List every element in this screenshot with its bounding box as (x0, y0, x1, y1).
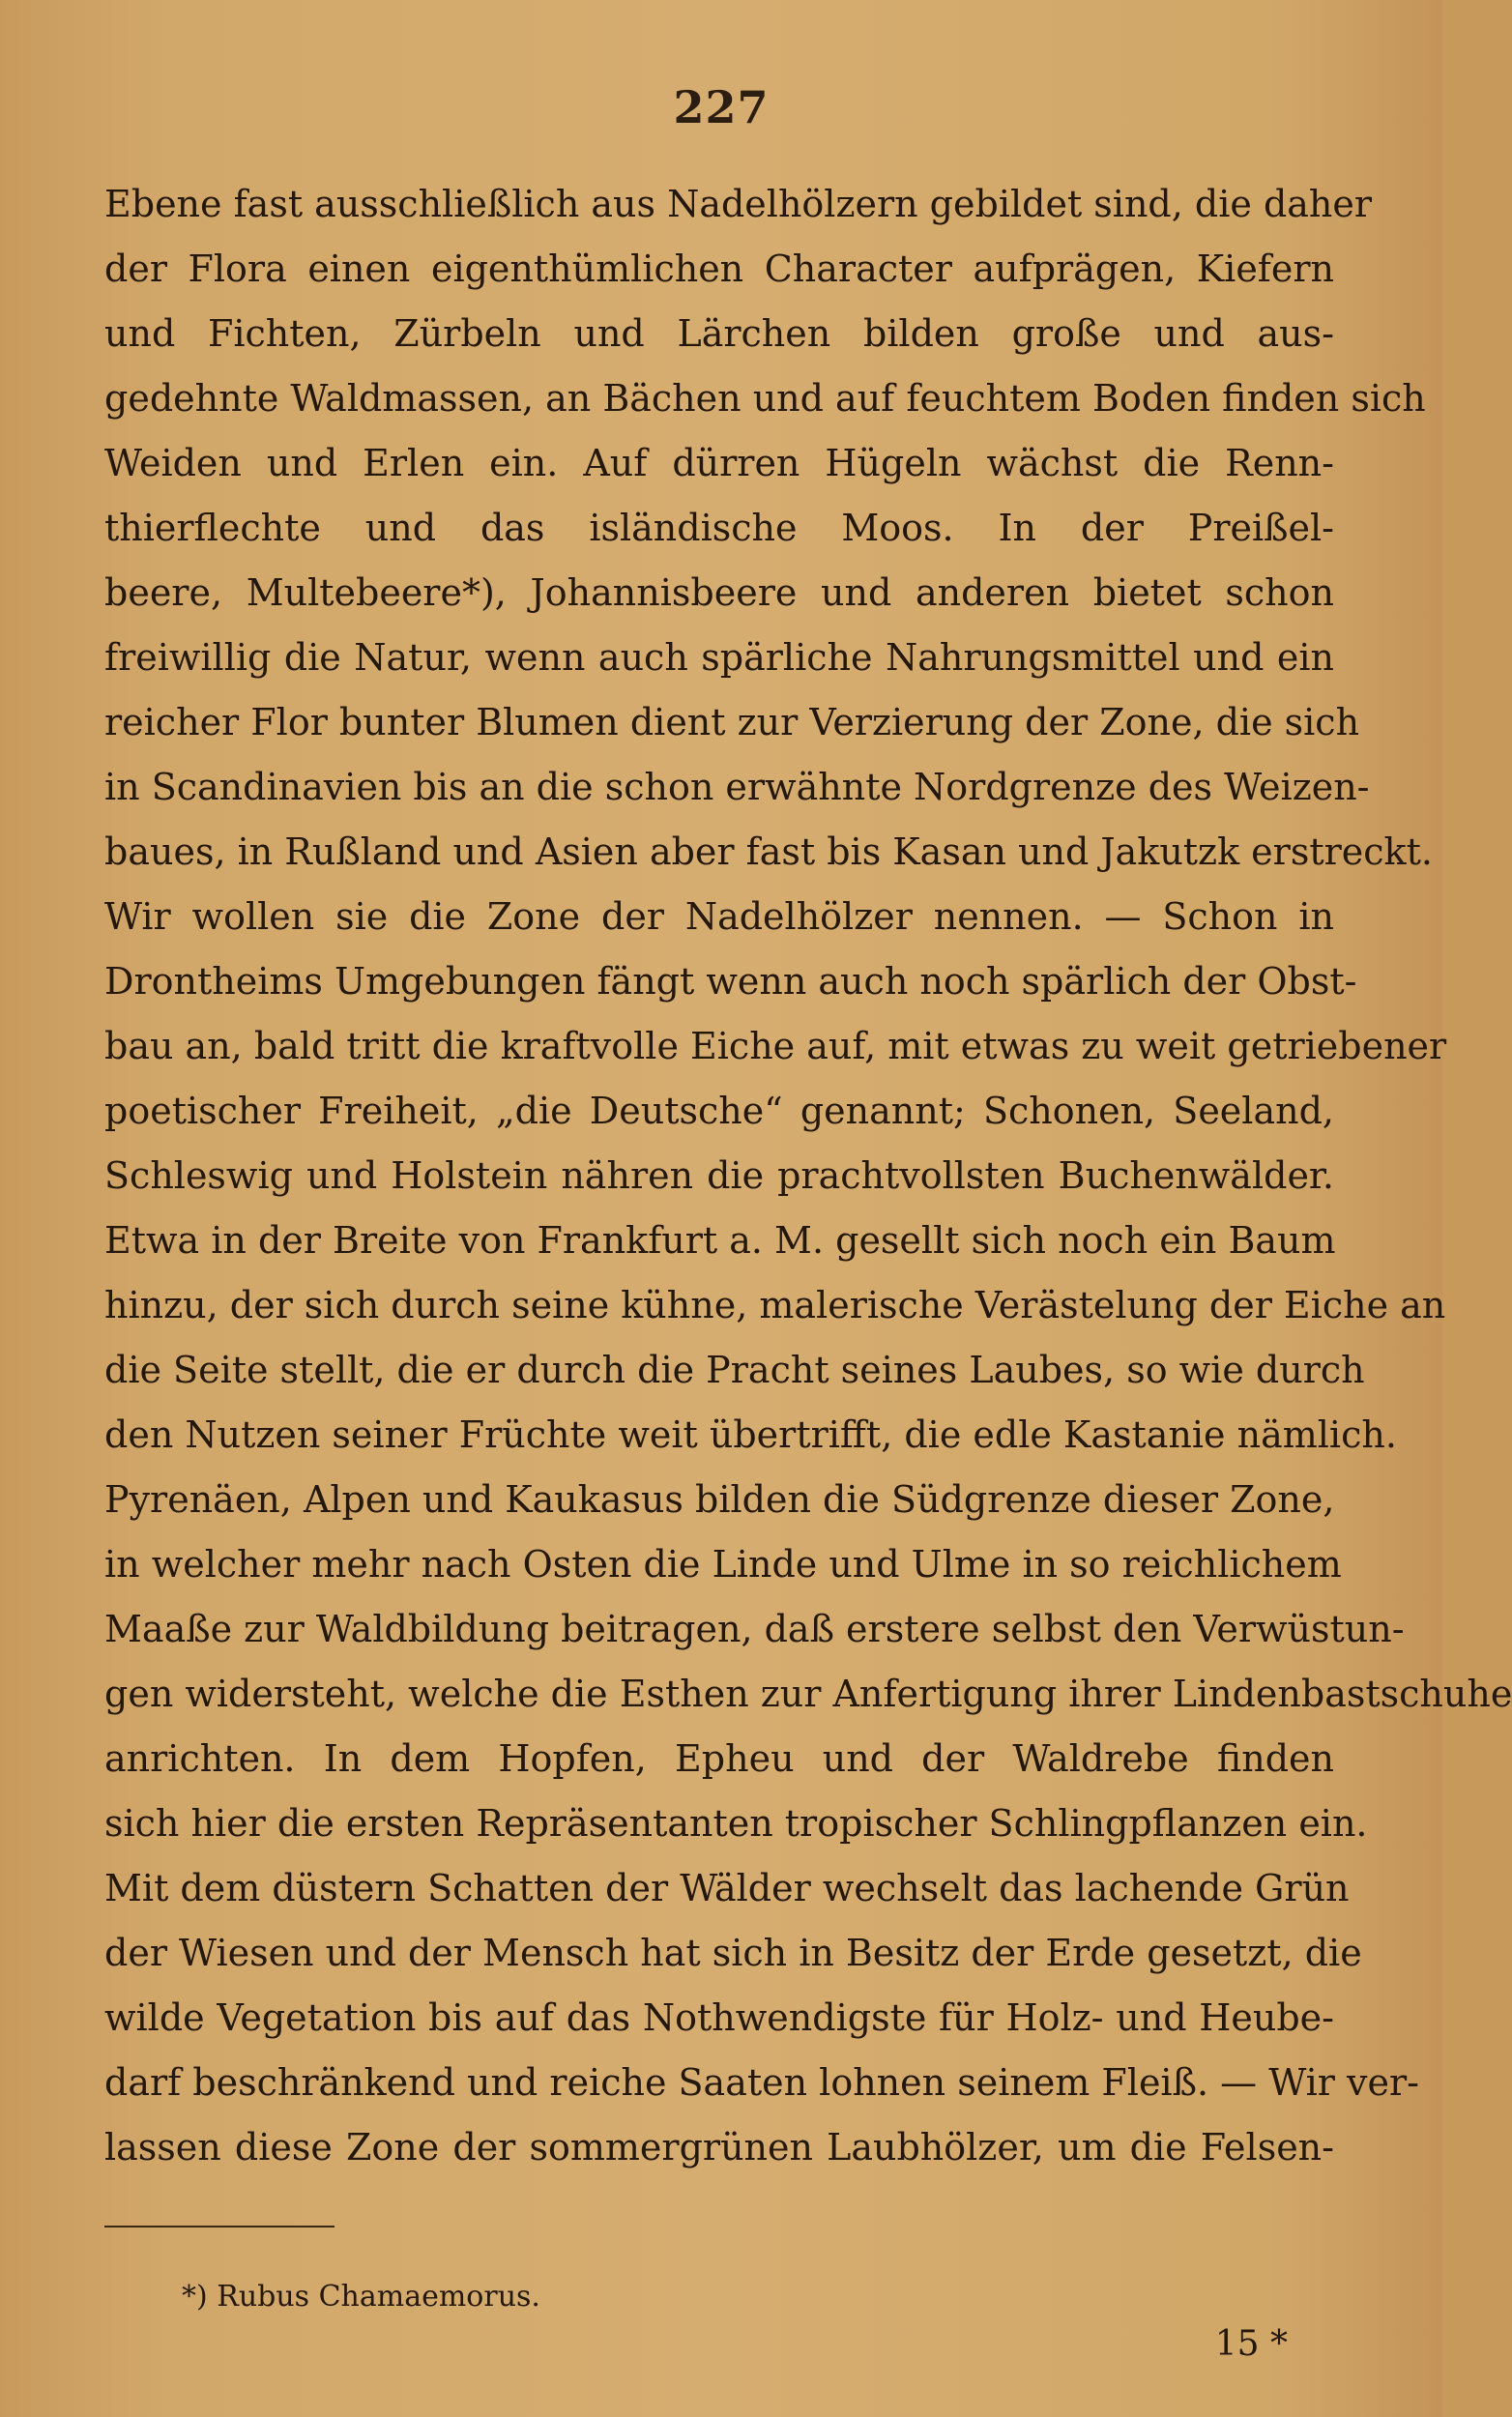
text-line: anrichten. In dem Hopfen, Epheu und der Waldrebe finden (104, 1737, 1334, 1780)
text-line: sich hier die ersten Repräsentanten tropischer Schlingpflanzen ein. (104, 1802, 1368, 1845)
footnote: *) Rubus Chamaemorus. (182, 2280, 540, 2314)
text-line: in welcher mehr nach Osten die Linde und Ulme in so reichlichem (104, 1543, 1342, 1586)
text-line: Maaße zur Waldbildung beitragen, daß erstere selbst den Verwüstun- (104, 1608, 1405, 1650)
text-line: Weiden und Erlen ein. Auf dürren Hügeln wächst die Renn- (104, 442, 1334, 484)
body-text (104, 172, 1512, 2180)
text-line: thierflechte und das isländische Moos. In der Preißel- (104, 507, 1334, 549)
text-line: Etwa in der Breite von Frankfurt a. M. gesellt sich noch ein Baum (104, 1219, 1336, 1262)
text-line: darf beschränkend und reiche Saaten lohnen seinem Fleiß. — Wir ver- (104, 2061, 1419, 2104)
text-line: bau an, bald tritt die kraftvolle Eiche auf, mit etwas zu weit getriebener (104, 1025, 1447, 1067)
text-line: und Fichten, Zürbeln und Lärchen bilden große und aus- (104, 312, 1334, 355)
footnote-divider (104, 2226, 334, 2228)
page-number: 227 (673, 81, 770, 133)
text-line: den Nutzen seiner Früchte weit übertrifft, die edle Kastanie nämlich. (104, 1413, 1397, 1456)
text-line: Ebene fast ausschließlich aus Nadelhölzern gebildet sind, die daher (104, 183, 1373, 225)
text-line: wilde Vegetation bis auf das Nothwendigste für Holz- und Heube- (104, 1996, 1334, 2039)
text-line: Schleswig und Holstein nähren die prachtvollsten Buchenwälder. (104, 1154, 1334, 1197)
text-line: die Seite stellt, die er durch die Pracht seines Laubes, so wie durch (104, 1349, 1365, 1391)
text-line: hinzu, der sich durch seine kühne, malerische Verästelung der Eiche an (104, 1284, 1446, 1326)
text-line: beere, Multebeere*), Johannisbeere und anderen bietet schon (104, 571, 1334, 614)
text-line: reicher Flor bunter Blumen dient zur Verzierung der Zone, die sich (104, 701, 1360, 743)
text-line: gen widersteht, welche die Esthen zur Anfertigung ihrer Lindenbastschuhe (104, 1673, 1512, 1715)
text-line: Mit dem düstern Schatten der Wälder wechselt das lachende Grün (104, 1867, 1350, 1909)
signature-mark: 15 * (1214, 2324, 1288, 2364)
text-line: gedehnte Waldmassen, an Bächen und auf feuchtem Boden finden sich (104, 377, 1426, 420)
text-line: Pyrenäen, Alpen und Kaukasus bilden die Südgrenze dieser Zone, (104, 1478, 1335, 1521)
text-line: freiwillig die Natur, wenn auch spärliche Nahrungsmittel und ein (104, 636, 1334, 679)
text-line: der Wiesen und der Mensch hat sich in Besitz der Erde gesetzt, die (104, 1932, 1362, 1974)
text-line: Drontheims Umgebungen fängt wenn auch noch spärlich der Obst- (104, 960, 1357, 1003)
text-line: Wir wollen sie die Zone der Nadelhölzer nennen. — Schon in (104, 895, 1334, 938)
text-line: der Flora einen eigenthümlichen Character aufprägen, Kiefern (104, 248, 1334, 290)
text-line: poetischer Freiheit, „die Deutsche“ genannt; Schonen, Seeland, (104, 1090, 1334, 1132)
text-line: lassen diese Zone der sommergrünen Laubhölzer, um die Felsen- (104, 2126, 1334, 2169)
text-line: baues, in Rußland und Asien aber fast bis Kasan und Jakutzk erstreckt. (104, 830, 1433, 873)
text-line: in Scandinavien bis an die schon erwähnte Nordgrenze des Weizen- (104, 766, 1370, 808)
